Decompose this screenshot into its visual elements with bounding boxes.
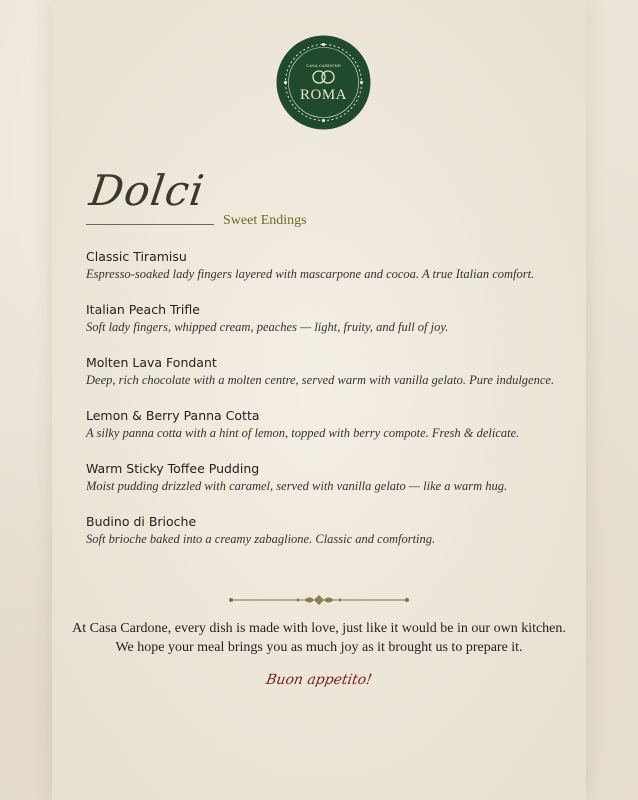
item-description: A silky panna cotta with a hint of lemon, topped with berry compote. Fresh & delicate. xyxy=(86,426,520,440)
section-header xyxy=(86,166,486,236)
item-name: Classic Tiramisu xyxy=(86,249,187,264)
dessert-list xyxy=(86,248,566,566)
roma-logo-graphic xyxy=(276,35,371,130)
item-name: Warm Sticky Toffee Pudding xyxy=(86,461,260,476)
title-underline xyxy=(86,224,214,225)
menu-item xyxy=(86,248,566,301)
item-name: Italian Peach Trifle xyxy=(86,302,200,317)
item-name: Molten Lava Fondant xyxy=(86,355,217,370)
ornament-icon xyxy=(228,593,410,607)
item-description: Deep, rich chocolate with a molten centre, served warm with vanilla gelato. Pure indulgence. xyxy=(86,373,555,387)
menu-item xyxy=(86,513,566,566)
menu-item xyxy=(86,460,566,513)
item-description: Moist pudding drizzled with caramel, served with vanilla gelato — like a warm hug. xyxy=(86,479,508,493)
section-title: Dolci xyxy=(86,166,208,215)
item-name: Lemon & Berry Panna Cotta xyxy=(86,408,260,423)
signoff: Buon appetito! xyxy=(264,672,374,688)
item-description: Soft lady fingers, whipped cream, peaches — light, fruity, and full of joy. xyxy=(86,320,449,334)
item-description: Espresso-soaked lady fingers layered with mascarpone and cocoa. A true Italian comfort. xyxy=(86,267,535,281)
item-description: Soft brioche baked into a creamy zabaglione. Classic and comforting. xyxy=(86,532,436,546)
footer-line-2: We hope your meal brings you as much joy as it brought us to prepare it. xyxy=(115,640,523,655)
logo-brand: ROMA xyxy=(299,87,348,103)
footer-message xyxy=(60,619,578,657)
roma-logo xyxy=(276,35,371,130)
section-subtitle: Sweet Endings xyxy=(223,213,307,228)
menu-item xyxy=(86,407,566,460)
menu-item xyxy=(86,354,566,407)
item-name: Budino di Brioche xyxy=(86,514,197,529)
logo-small-text: CASA CARDONE xyxy=(306,63,341,68)
footer-line-1: At Casa Cardone, every dish is made with love, just like it would be in our own kitchen. xyxy=(72,621,566,636)
menu-item xyxy=(86,301,566,354)
ornamental-divider xyxy=(228,592,410,606)
